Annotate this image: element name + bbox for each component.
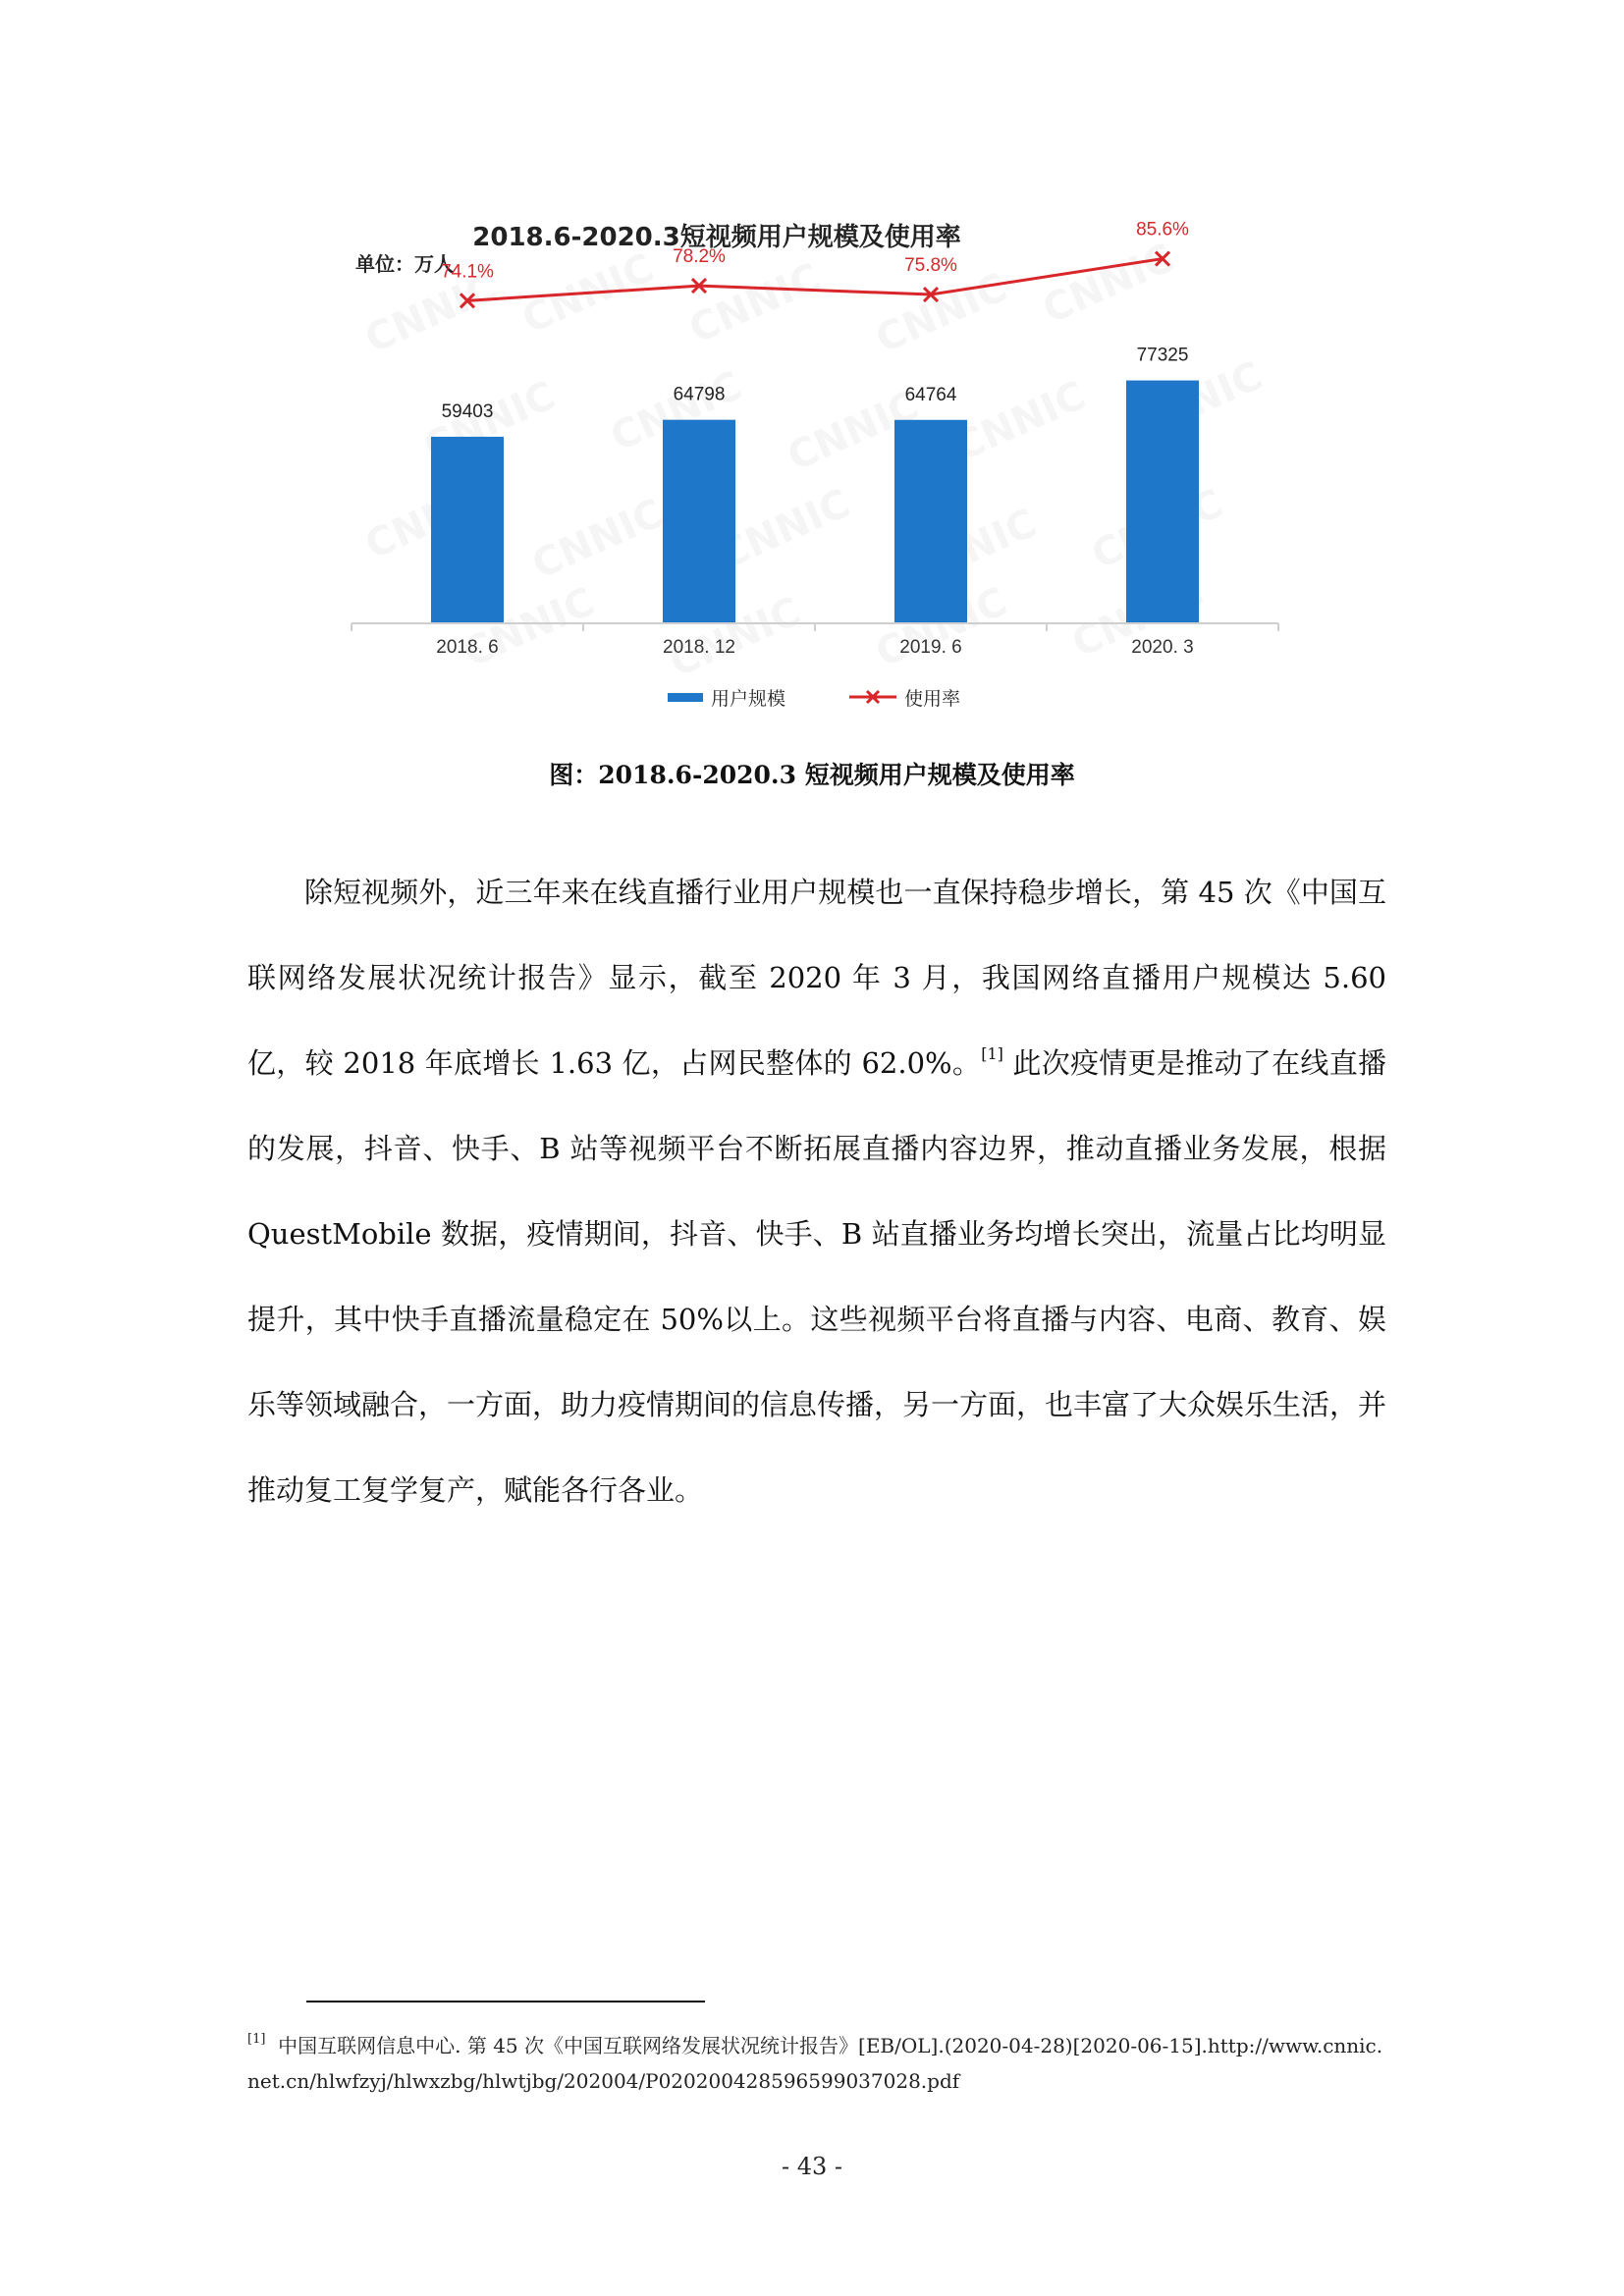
watermark-text [682,255,827,352]
bar-0 [431,437,504,623]
chart-unit-label: 单位：万人 [355,252,454,276]
chart-figure [334,206,1296,736]
chart-legend [668,688,960,710]
rate-value-label: 78.2% [673,246,726,268]
footnote-divider [306,2001,705,2002]
legend-bar-label: 用户规模 [711,688,786,710]
watermark-text [525,491,670,588]
footnote-ref: [1] [247,2032,266,2047]
rate-value-label: 85.6% [1136,219,1189,240]
footnote [247,2028,1386,2099]
bar-value-label: 59403 [441,400,494,422]
body-text [247,850,1386,1533]
bar-line-chart [334,206,1296,736]
bar-1 [663,420,735,623]
legend-bar-swatch [668,693,703,702]
figure-caption: 图：2018.6-2020.3 短视频用户规模及使用率 [549,761,1075,789]
watermark-text [947,373,1092,470]
watermark-text [869,265,1013,362]
paragraph-text-part2: 此次疫情更是推动了在线直播的发展，抖音、快手、B 站等视频平台不断拓展直播内容边界，推动直播业务发展，根据 QuestMobile 数据，疫情期间，抖音、快手、B 站直播业务均增长突出，流量占比均明显提升，其中快手直播流量稳定在 50%以上。这些视频平台将直播与内容、电商、教育、娱乐等领域融合，一方面，助力疫情期间的信息传播，另一方面，也丰富了大众娱乐生活，并推动复工复学复产，赋能各行各业。 [247,1046,1387,1507]
x-tick-label: 2019. 6 [899,637,962,658]
legend-line-label: 使用率 [904,688,961,710]
footnote-text[interactable]: 中国互联网信息中心. 第 45 次《中国互联网络发展状况统计报告》[EB/OL].(2020-04-28)[2020-06-15].http://www.cnnic.net.cn/hlwfzyj/hlwxzbg/hlwtjbg/202004/P020200428596599037028.pdf [247,2034,1383,2093]
chart-title: 2018.6-2020.3短视频用户规模及使用率 [472,223,961,252]
bar-value-label: 64764 [904,384,957,405]
x-tick-label: 2018. 12 [663,637,735,658]
page-number: - 43 - [781,2153,842,2180]
bar-value-label: 77325 [1136,345,1189,366]
paragraph-text-part1: 除短视频外，近三年来在线直播行业用户规模也一直保持稳步增长，第 45 次《中国互联网络发展状况统计报告》显示，截至 2020 年 3 月，我国网络直播用户规模达 5.60 亿，较 2018 年底增长 1.63 亿，占网民整体的 62.0%。 [247,876,1386,1080]
rate-value-label: 75.8% [904,255,957,277]
paragraph [247,850,1386,1533]
watermark-text [1036,236,1180,333]
x-tick-label: 2018. 6 [436,637,499,658]
rate-value-label: 74.1% [441,261,494,283]
citation-ref[interactable]: [1] [981,1044,1003,1063]
bar-2 [894,420,967,623]
x-tick-label: 2020. 3 [1131,637,1194,658]
bar-3 [1126,381,1199,623]
bar-value-label: 64798 [673,384,726,405]
